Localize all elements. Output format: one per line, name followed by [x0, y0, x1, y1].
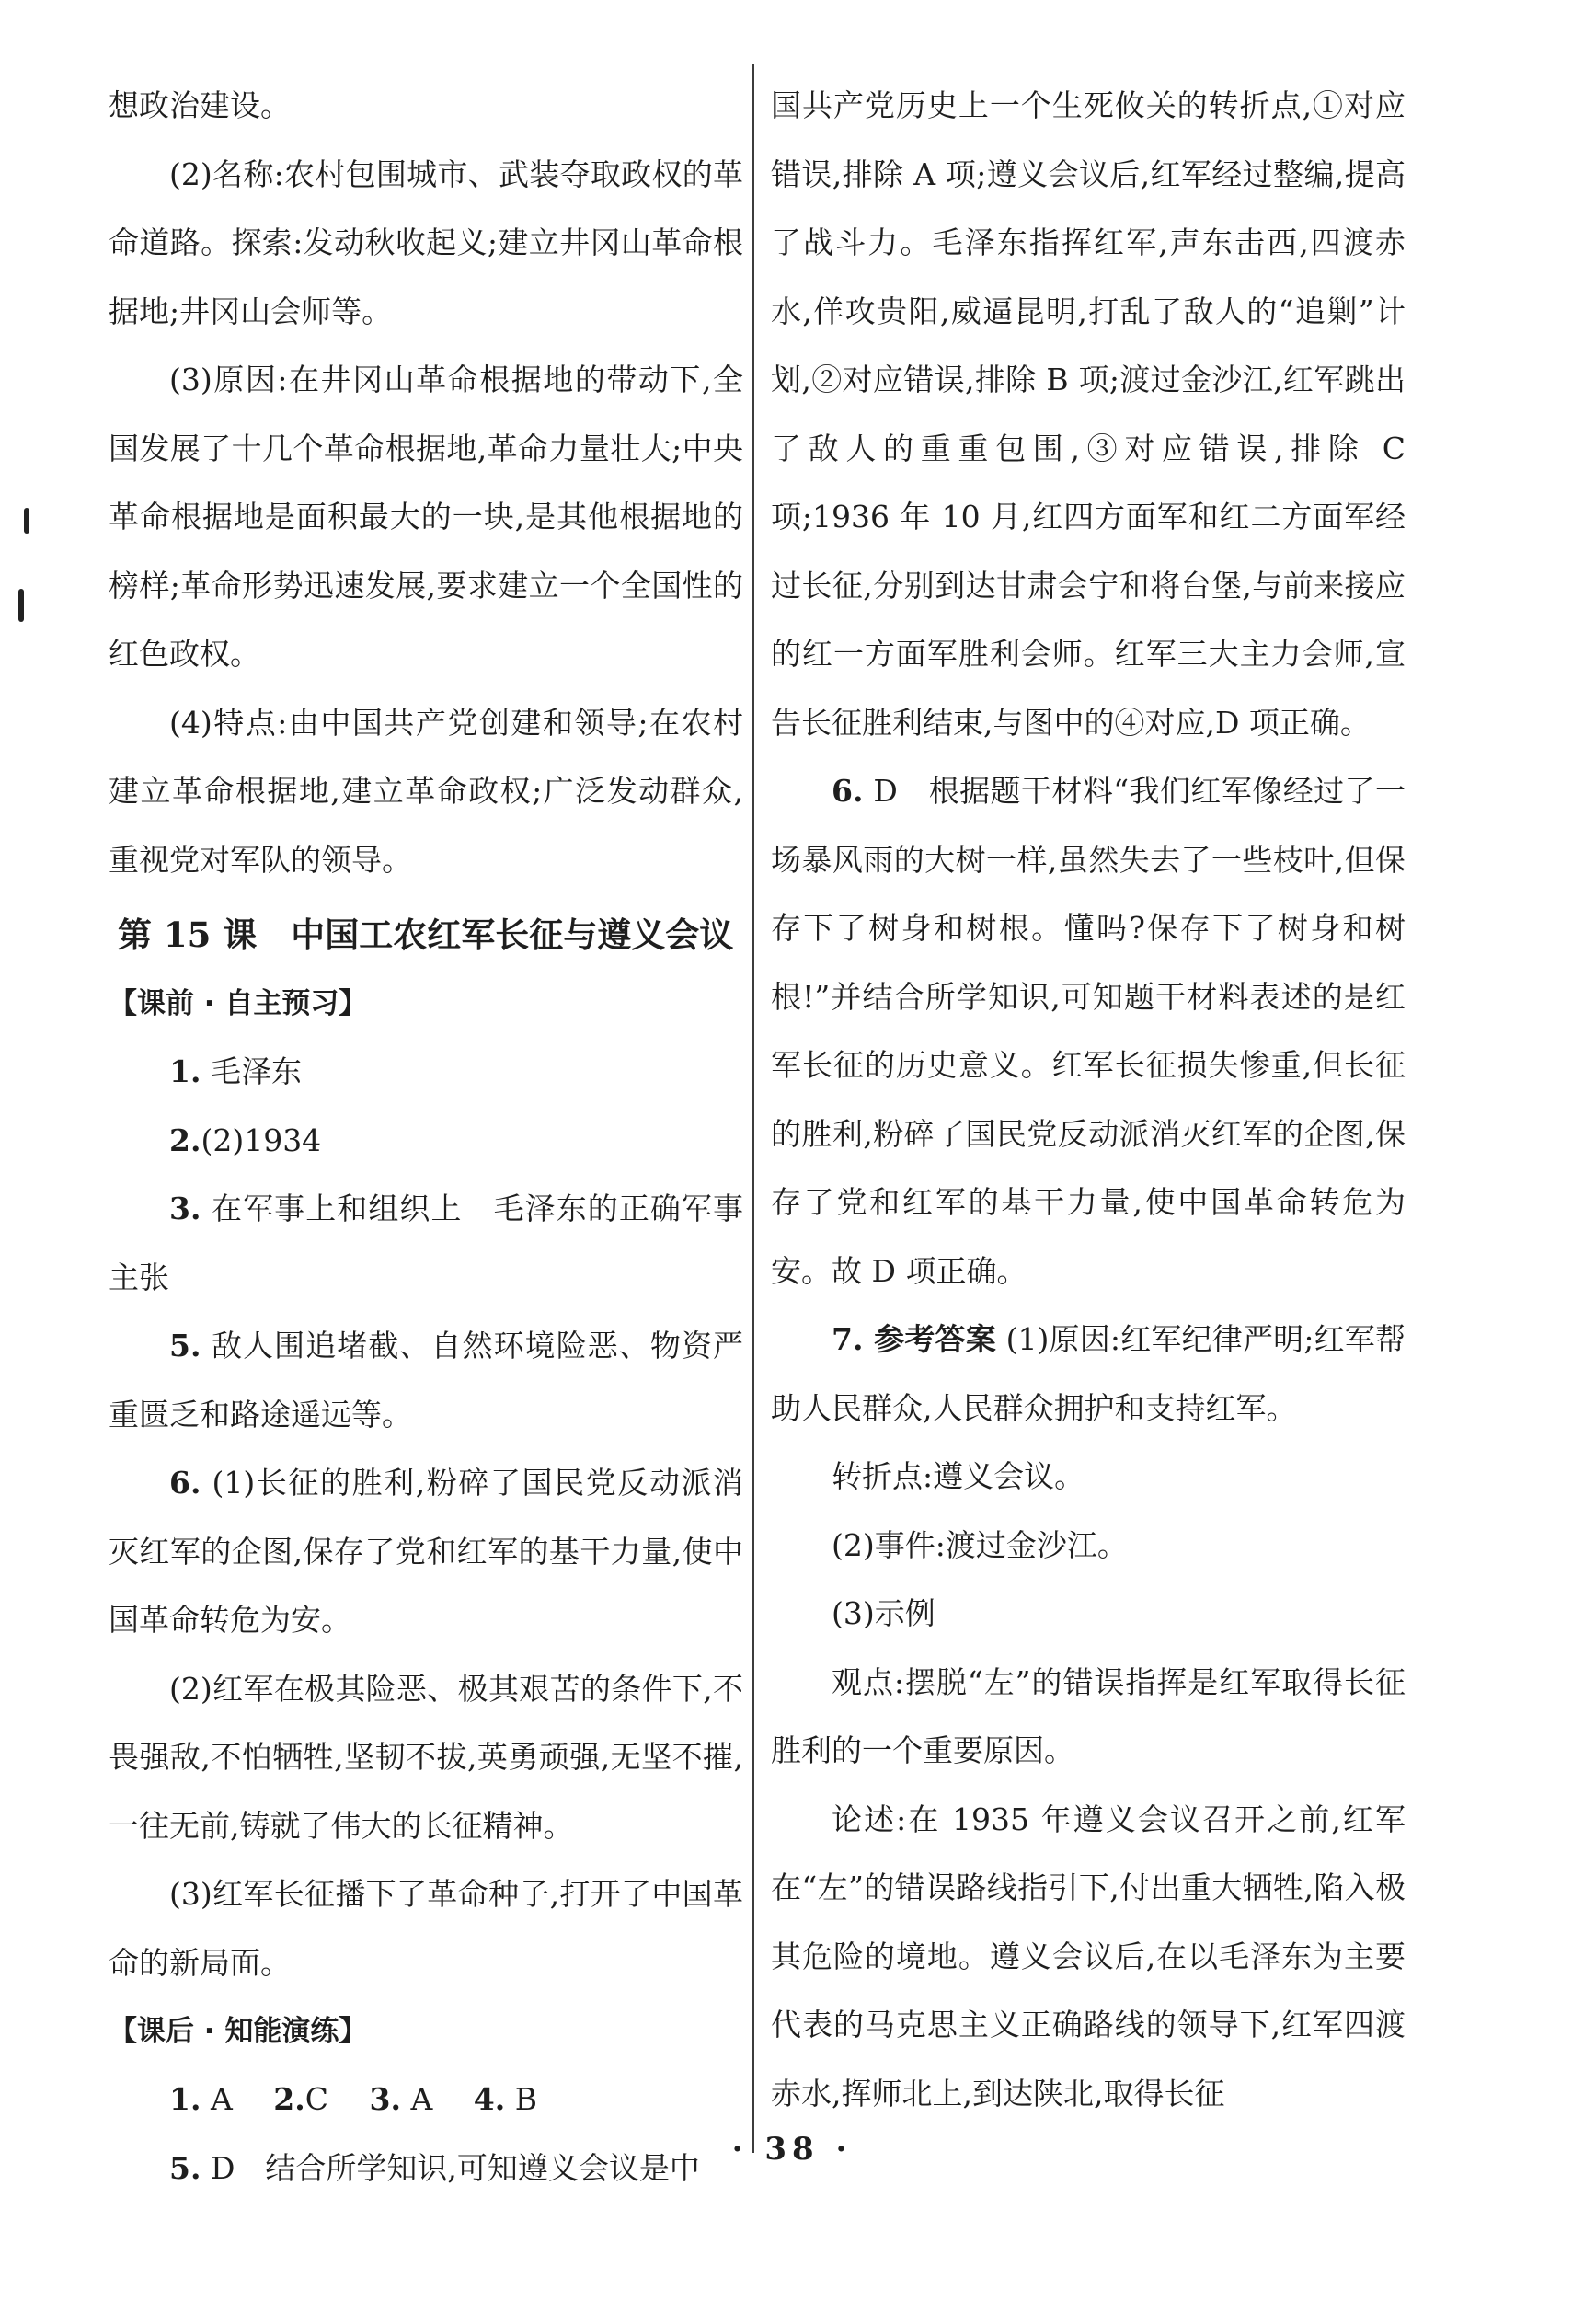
answer-number: 6. [169, 1465, 201, 1501]
left-column [109, 72, 743, 2203]
page-number-value: 38 [764, 2131, 820, 2168]
answer-text: (1)原因:红军纪律严明;红军帮助人民群众,人民群众拥护和支持红军。 [771, 1321, 1406, 1426]
choice-answer: 4. B [473, 2081, 538, 2117]
choice-answer: 2.C [273, 2081, 328, 2117]
section-label-pre-class: 【课前 · 自主预习】 [109, 987, 368, 1020]
scan-mark [18, 589, 24, 622]
answer-item [109, 1312, 743, 1449]
answer-item [109, 1107, 743, 1176]
answer-text: D 根据题干材料“我们红军像经过了一场暴风雨的大树一样,虽然失去了一些枝叶,但保存下了树身和树根。懂吗?保存下了树身和树根!”并结合所学知识,可知题干材料表述的是红军长征的历史意义。红军长征损失惨重,但长征的胜利,粉碎了国民党反动派消灭红军的企图,保存了党和红军的基干力量,使中国革命转危为安。故 D 项正确。 [771, 773, 1406, 1289]
paragraph: 论述:在 1935 年遵义会议召开之前,红军在“左”的错误路线指引下,付出重大牺牲,陷入极其危险的境地。遵义会议后,在以毛泽东为主要代表的马克思主义正确路线的领导下,红军四渡赤水,挥师北上,到达陕北,取得长征 [771, 1801, 1406, 2111]
column-divider [752, 64, 754, 2153]
answer-item [109, 1449, 743, 1655]
answer-text: (2)1934 [201, 1122, 322, 1158]
paragraph: 想政治建设。 [109, 87, 291, 123]
paragraph: (3)示例 [832, 1595, 935, 1631]
answer-text: 毛泽东 [210, 1053, 302, 1089]
paragraph: 转折点:遵义会议。 [832, 1458, 1085, 1494]
paragraph: (4)特点:由中国共产党创建和领导;在农村建立革命根据地,建立革命政权;广泛发动群众,重视党对军队的领导。 [109, 704, 743, 878]
answer-text: (1)长征的胜利,粉碎了国民党反动派消灭红军的企图,保存了党和红军的基干力量,使中国革命转危为安。 [109, 1465, 744, 1638]
lesson-title: 第 15 课 中国工农红军长征与遵义会议 [118, 915, 734, 955]
scan-mark [24, 508, 29, 534]
answer-number: 6. [832, 773, 864, 809]
answer-item [771, 757, 1406, 1306]
choice-answers-row [109, 2065, 743, 2134]
paragraph: 观点:摆脱“左”的错误指挥是红军取得长征胜利的一个重要原因。 [771, 1663, 1406, 1768]
section-label-after-class: 【课后 · 知能演练】 [109, 2015, 368, 2048]
answer-text: D 结合所学知识,可知遵义会议是中 [210, 2149, 700, 2186]
answer-text: 敌人围追堵截、自然环境险恶、物资严重匮乏和路途遥远等。 [109, 1328, 744, 1432]
paragraph: (3)原因:在井冈山革命根据地的带动下,全国发展了十几个革命根据地,革命力量壮大;中央革命根据地是面积最大的一块,是其他根据地的榜样;革命形势迅速发展,要求建立一个全国性的红色政权。 [109, 362, 743, 672]
answer-number: 5. [169, 2149, 201, 2186]
choice-answer: 1. A [169, 2081, 233, 2117]
choice-answer: 3. A [369, 2081, 433, 2117]
answer-number: 1. [169, 1053, 201, 1089]
paragraph: (2)红军在极其险恶、极其艰苦的条件下,不畏强敌,不怕牺牲,坚韧不拔,英勇顽强,无坚不摧,一往无前,铸就了伟大的长征精神。 [109, 1670, 743, 1844]
answer-item [109, 1175, 743, 1312]
right-column [771, 72, 1406, 2128]
page-number: · 38 · [731, 2131, 853, 2168]
answer-label: 7. 参考答案 [832, 1321, 996, 1357]
paragraph: 国共产党历史上一个生死攸关的转折点,①对应错误,排除 A 项;遵义会议后,红军经过整编,提高了战斗力。毛泽东指挥红军,声东击西,四渡赤水,佯攻贵阳,威逼昆明,打乱了敌人的“追剿”计划,②对应错误,排除 B 项;渡过金沙江,红军跳出了敌人的重重包围,③对应错误,排除 C 项;1936 年 10 月,红四方面军和红二方面军经过长征,分别到达甘肃会宁和将台堡,与前来接应的红一方面军胜利会师。红军三大主力会师,宣告长征胜利结束,与图中的④对应,D 项正确。 [771, 87, 1406, 741]
answer-number: 3. [169, 1191, 201, 1226]
answer-item [109, 1038, 743, 1107]
paragraph: (3)红军长征播下了革命种子,打开了中国革命的新局面。 [109, 1876, 743, 1981]
answer-number: 5. [169, 1328, 201, 1363]
answer-item [771, 1306, 1406, 1443]
paragraph: (2)事件:渡过金沙江。 [832, 1526, 1128, 1563]
answer-number: 2. [169, 1122, 201, 1158]
paragraph: (2)名称:农村包围城市、武装夺取政权的革命道路。探索:发动秋收起义;建立井冈山革命根据地;井冈山会师等。 [109, 155, 743, 329]
answer-text: 在军事上和组织上 毛泽东的正确军事主张 [109, 1191, 744, 1295]
